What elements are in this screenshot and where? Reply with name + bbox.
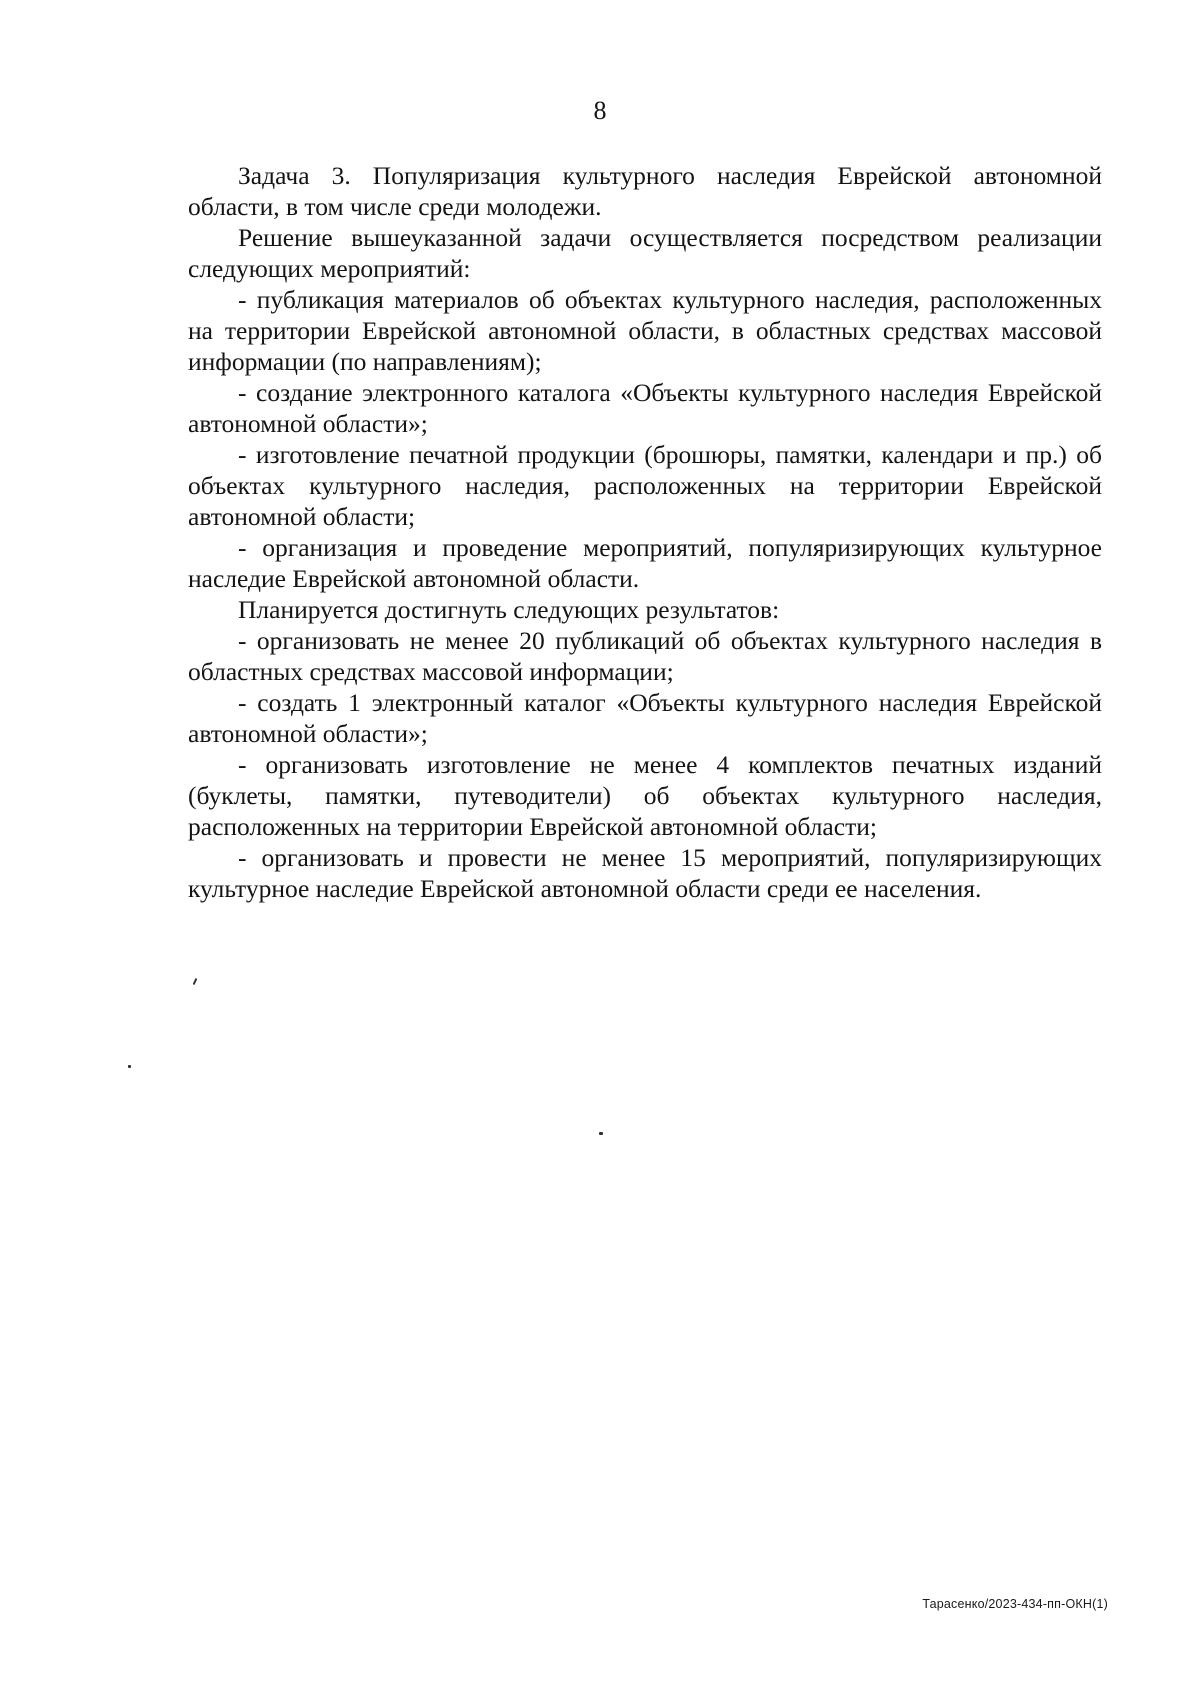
list-item-measure: - публикация материалов об объектах культурного наследия, расположенных на территории Еврейской автономной области, в областных средствах массовой информации (по направлениям); [188,285,1102,376]
list-item-result: - создать 1 электронный каталог «Объекты культурного наследия Еврейской автономной области»; [188,688,1102,748]
page-number: 8 [593,96,607,125]
scan-speck [193,978,198,985]
scan-speck [599,1132,603,1135]
body-text [188,160,1102,904]
list-item-measure: - организация и проведение мероприятий, популяризирующих культурное наследие Еврейской автономной области. [188,533,1102,593]
document-reference-code: Тарасенко/2023-434-пп-ОКН(1) [922,1597,1108,1611]
scan-speck [128,1065,131,1068]
paragraph-task-heading: Задача 3. Популяризация культурного наследия Еврейской автономной области, в том числе среди молодежи. [188,161,1102,221]
list-item-result: - организовать изготовление не менее 4 комплектов печатных изданий (буклеты, памятки, путеводители) об объектах культурного наследия, расположенных на территории Еврейской автономной области; [188,750,1102,841]
list-item-result: - организовать и провести не менее 15 мероприятий, популяризирующих культурное наследие Еврейской автономной области среди ее населения. [188,843,1102,903]
list-item-measure: - создание электронного каталога «Объекты культурного наследия Еврейской автономной области»; [188,378,1102,438]
paragraph-solution-intro: Решение вышеуказанной задачи осуществляется посредством реализации следующих мероприятий: [188,223,1102,283]
list-item-result: - организовать не менее 20 публикаций об объектах культурного наследия в областных средствах массовой информации; [188,626,1102,686]
paragraph-results-intro: Планируется достигнуть следующих результатов: [238,595,780,624]
list-item-measure: - изготовление печатной продукции (брошюры, памятки, календари и пр.) об объектах культурного наследия, расположенных на территории Еврейской автономной области; [188,440,1102,531]
